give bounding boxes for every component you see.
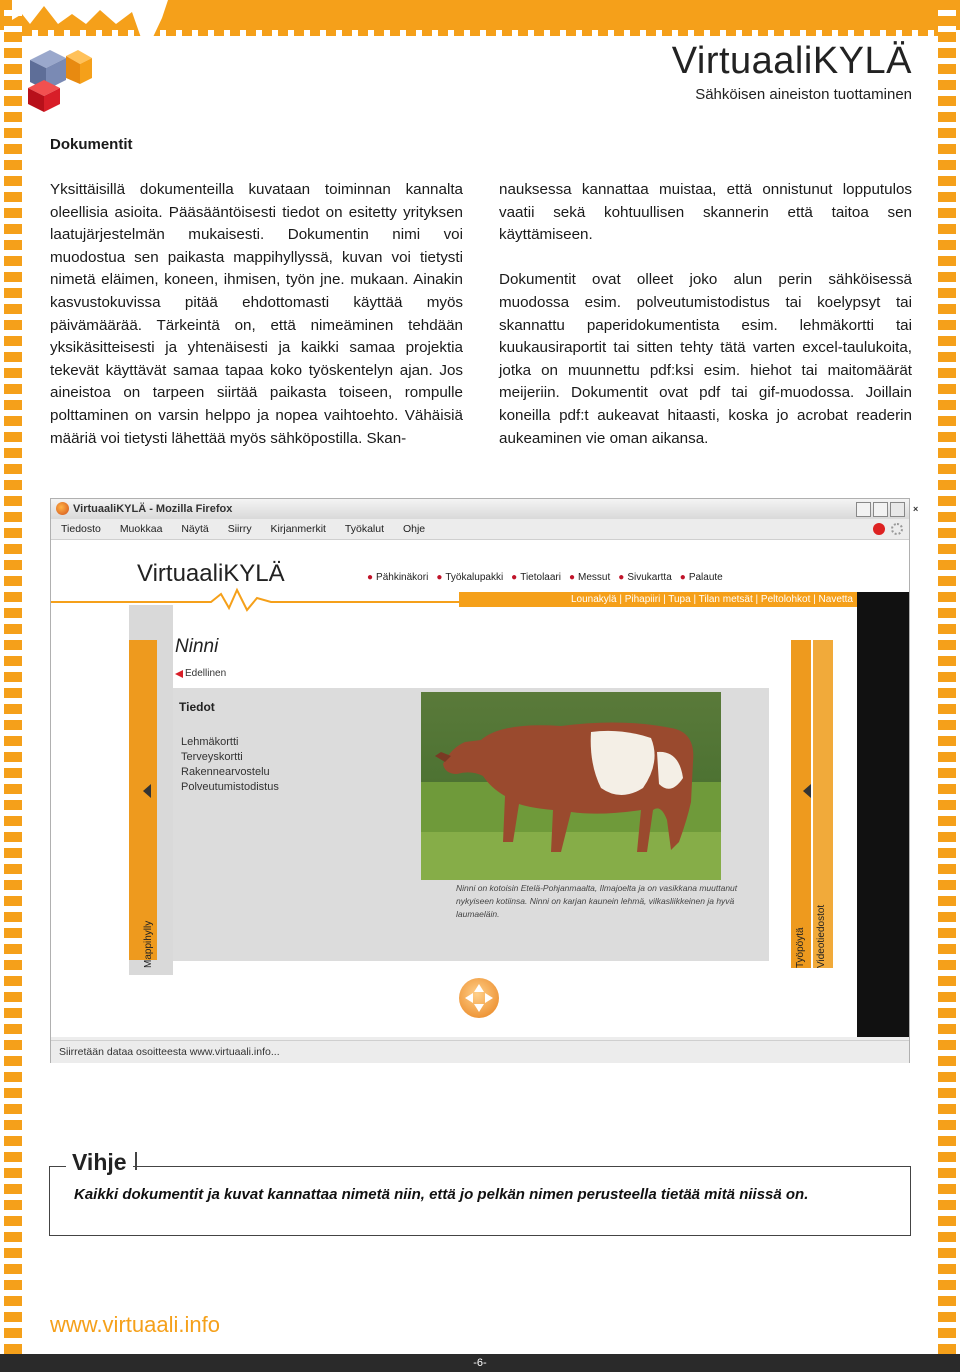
close-button[interactable]: × [890,502,905,517]
body-column-right [499,179,912,473]
window-controls [856,502,919,517]
site-viewport [51,540,909,1037]
nav-tietolaari[interactable]: ● Tietolaari [511,572,561,583]
right-border [938,0,956,1355]
navigation-arrows-icon [459,978,499,1018]
tyopoyta-label[interactable]: Työpöytä [795,927,806,968]
menu-tiedosto[interactable]: Tiedosto [61,523,101,535]
tip-label: Vihje [66,1148,133,1176]
navigation-wheel-icon[interactable] [459,978,499,1018]
arrow-left-icon[interactable] [143,784,151,798]
nav-palaute[interactable]: ● Palaute [680,572,723,583]
menu-muokkaa[interactable]: Muokkaa [119,523,163,535]
back-arrow-icon [175,670,183,678]
status-bar: Siirretään dataa osoitteesta www.virtuaali.info... [51,1040,909,1063]
menu-tyokalut[interactable]: Työkalut [344,523,385,535]
link-polveutumistodistus[interactable]: Polveutumistodistus [181,781,279,793]
secondary-nav[interactable]: Lounakylä | Pihapiiri | Tupa | Tilan metsät | Peltolohkot | Navetta [459,592,857,607]
link-rakennearvostelu[interactable]: Rakennearvostelu [181,766,270,778]
panel-heading: Tiedot [179,700,215,714]
nav-messut[interactable]: ● Messut [569,572,610,583]
document-title: VirtuaaliKYLÄ [671,40,912,82]
menu-nayta[interactable]: Näytä [181,523,209,535]
menu-kirjanmerkit[interactable]: Kirjanmerkit [270,523,326,535]
arrow-right-side-icon[interactable] [803,784,811,798]
tip-text: Kaikki dokumentit ja kuvat kannattaa nimetä niin, että jo pelkän nimen perusteella tietää mitä niissä on. [74,1186,809,1203]
document-links [181,735,279,795]
body-column-left [50,179,463,473]
site-title: VirtuaaliKYLÄ [137,560,285,587]
browser-screenshot [50,498,919,1063]
nav-sivukartta[interactable]: ● Sivukartta [618,572,672,583]
back-link[interactable]: Edellinen [185,668,227,679]
window-titlebar [51,499,919,519]
header-wave-line [51,588,471,612]
window-title: VirtuaaliKYLÄ - Mozilla Firefox [73,503,233,515]
left-border [4,0,22,1355]
minimize-button[interactable] [856,502,871,517]
footer-url[interactable]: www.virtuaali.info [50,1312,220,1337]
document-subtitle: Sähköisen aineiston tuottaminen [695,86,912,103]
body-paragraph: Yksittäisillä dokumenteilla kuvataan toiminnan kannalta oleellisia asioita. Pääsääntöisesti tiedot on esitetty yrityksen laatujärjestelmän mukaisesti. Dokumentin nimi voi muodostua sen paikasta mappihyllyssä, kuvan voi tietysti nimetä eläimen, koneen, ihmisen, työn jne. mukaan. Ainakin kasvustokuvissa pitää ehdottomasti käyttää myös päivämäärää. Tärkeintä on, että nimeäminen tehdään yksikäsitteisesti ja yhtenäisesti ja kaikki samaa projektia tekevät käyttävät samaa tapaa koko työskentelyn ajan. Jos aineistoa on tarpeen siirtää paikasta toiseen, rompulle polttaminen on varsin helppo ja nopea vaihtoehto. Vähäisiä määriä voi tietysti lähettää myös sähköpostilla. Skan- [50,181,463,447]
nav-tyokalupakki[interactable]: ● Työkalupakki [436,572,503,583]
mappihylly-label[interactable]: Mappihylly [143,920,154,968]
link-terveyskortti[interactable]: Terveyskortti [181,751,243,763]
nav-pahkinakori[interactable]: ● Pähkinäkori [367,572,428,583]
body-paragraph: nauksessa kannattaa muistaa, että onnistunut lopputulos vaatii sekä kohtuullisen skannerin että taitoa sen käyttämiseen. [499,181,912,244]
mappihylly-tab[interactable] [129,640,157,960]
logo-cubes-icon [22,28,102,112]
tyopoyta-tab[interactable] [791,640,811,968]
menu-ohje[interactable]: Ohje [402,523,426,535]
photo-caption: Ninni on kotoisin Etelä-Pohjanmaalta, Ilmajoelta ja on vasikkana muuttanut nykyiseen kotiinsa. Ninni on karjan kaunein lehmä, vilkasliikkeinen ja hyvä laumaeläin. [456,883,738,919]
right-dark-strip [857,592,909,1037]
primary-nav [367,572,723,583]
throbber-icon [891,523,903,535]
maximize-button[interactable] [873,502,888,517]
page-number: -6- [473,1357,487,1369]
videotiedostot-label[interactable]: Videotiedostot [816,904,827,968]
link-lehmakortti[interactable]: Lehmäkortti [181,736,239,748]
page-name: Ninni [175,636,219,657]
cow-photo [421,692,721,880]
menu-bar [51,519,909,540]
stop-icon[interactable] [873,523,885,535]
section-title: Dokumentit [50,136,133,153]
firefox-icon [56,502,69,515]
menu-siirry[interactable]: Siirry [227,523,252,535]
body-paragraph: Dokumentit ovat olleet joko alun perin sähköisessä muodossa esim. polveutumistodistus tai koelypsyt tai skannattu paperidokumentista esim. lehmäkortti tai kuukausiraportit tai sitten tehty tätä varten excel-taulukoita, jotka on muunnettu pdf:ksi esim. hiehot tai maitomäärät meijeriin. Dokumentit ovat pdf tai gif-muodossa. Joillain koneilla pdf:t aukeavat hitaasti, koska jo acrobat readerin aukeaminen vie oman aikansa. [499,271,912,447]
